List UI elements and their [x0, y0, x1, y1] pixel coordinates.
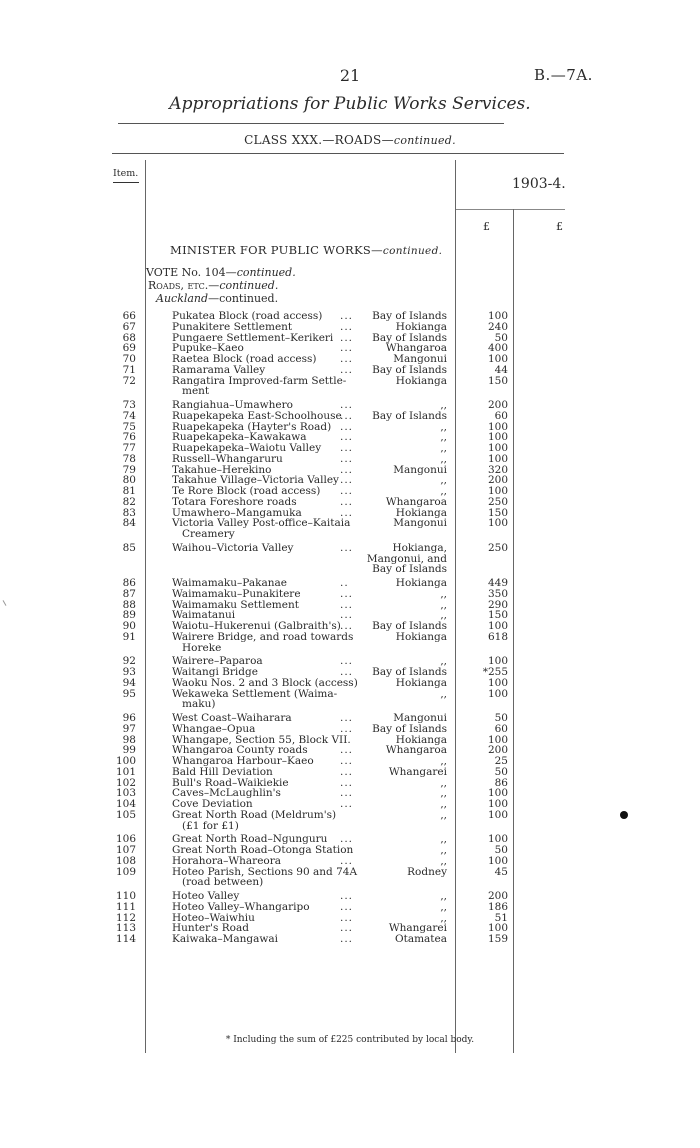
road-description: Waitangi Bridge [172, 666, 258, 678]
leader-dots: ... [340, 666, 354, 678]
item-number: 103 [115, 787, 136, 800]
electoral-district: ,, [440, 485, 447, 497]
road-description: Whangape, Section 55, Block VII. [172, 733, 351, 746]
electoral-district: Hokianga [395, 676, 447, 689]
item-number: 73 [122, 399, 136, 411]
item-number: 77 [122, 442, 136, 454]
minister-heading: MINISTER FOR PUBLIC WORKS—continued. [170, 243, 443, 257]
year-rule [455, 209, 565, 210]
table-row [0, 865, 700, 889]
electoral-district: Otamatea [395, 933, 447, 945]
item-number: 112 [115, 911, 136, 924]
electoral-district: ,, [440, 844, 447, 856]
amount: 186 [487, 900, 508, 913]
road-description: Whangae–Opua [172, 722, 256, 735]
road-description: Hoteo Valley [172, 890, 240, 902]
electoral-district: Hokianga [395, 506, 447, 519]
amount: 100 [487, 620, 508, 632]
leader-dots: ... [340, 776, 354, 789]
road-description: Hoteo–Waiwhiu [172, 911, 255, 924]
table-row [0, 374, 700, 398]
leader-dots: ... [340, 485, 354, 497]
amount: 50 [494, 844, 508, 856]
item-number: 95 [122, 687, 136, 700]
item-number: 71 [122, 363, 136, 376]
leader-dots: ... [340, 854, 354, 867]
electoral-district: Whangarei [388, 922, 447, 935]
amount: 150 [487, 609, 508, 622]
item-number: 109 [115, 865, 136, 878]
item-number: 113 [115, 922, 136, 935]
item-number: 79 [122, 463, 136, 476]
road-description: Takahue Village–Victoria Valley [172, 474, 339, 487]
road-description: Waoku Nos. 2 and 3 Block (access) [172, 676, 358, 689]
road-description: West Coast–Waiharara [172, 712, 292, 724]
road-description: Rangiahua–Umawhero [172, 399, 293, 411]
amount: 350 [487, 587, 508, 600]
electoral-district: Hokianga, [392, 541, 447, 554]
road-description: Umawhero–Mangamuka [172, 506, 302, 519]
item-number: 82 [122, 495, 136, 508]
road-description: Pupuke–Kaeo [172, 342, 244, 355]
leader-dots: ... [340, 310, 354, 322]
electoral-district: ,, [440, 911, 447, 924]
item-number: 84 [122, 517, 136, 530]
item-number: 105 [115, 808, 136, 821]
electoral-district: ,, [440, 833, 447, 846]
item-number: 66 [122, 310, 136, 322]
leader-dots: ... [340, 409, 354, 422]
item-number: 70 [122, 353, 136, 365]
item-number: 69 [122, 342, 136, 355]
road-description: Victoria Valley Post-office–Kaitaia [172, 517, 351, 530]
amount: 200 [487, 474, 508, 487]
road-description: Ramarama Valley [172, 363, 266, 376]
table-row [0, 808, 700, 832]
electoral-district: Bay of Islands [372, 722, 447, 735]
electoral-district: Bay of Islands [372, 620, 447, 632]
amount: 60 [494, 722, 508, 735]
electoral-district: ,, [440, 431, 447, 444]
margin-dot [620, 811, 628, 819]
table-row [0, 687, 700, 711]
item-number: 98 [122, 733, 136, 746]
road-description: Whangaroa Harbour–Kaeo [172, 755, 314, 767]
road-description: Russell–Whangaruru [172, 452, 283, 465]
electoral-district: ,, [440, 452, 447, 465]
electoral-district: ,, [440, 420, 447, 433]
road-description: Pungaere Settlement–Kerikeri [172, 331, 334, 344]
road-description: Waimatanui [172, 609, 236, 622]
amount: 100 [487, 854, 508, 867]
leader-dots: ... [340, 598, 354, 611]
item-number: 90 [122, 620, 136, 632]
road-description: Kaiwaka–Mangawai [172, 933, 278, 945]
table-row [0, 678, 700, 689]
amount: 25 [494, 755, 508, 767]
amount: 100 [487, 733, 508, 746]
road-description: Wairere–Paparoa [172, 655, 263, 668]
electoral-district: ,, [440, 399, 447, 411]
road-description-continued: Horeke [182, 641, 222, 654]
amount: 100 [487, 676, 508, 689]
electoral-district: ,, [440, 808, 447, 821]
table-row [0, 365, 700, 376]
electoral-district: ,, [440, 900, 447, 913]
electoral-district: ,, [440, 798, 447, 810]
road-description: Cove Deviation [172, 798, 253, 810]
item-number: 107 [115, 844, 136, 856]
amount: 618 [487, 630, 508, 643]
item-number: 92 [122, 655, 136, 668]
class-heading [0, 133, 700, 147]
road-description: Totara Foreshore roads [172, 495, 297, 508]
item-number: 96 [122, 712, 136, 724]
table-row [0, 541, 700, 576]
amount: 100 [487, 922, 508, 935]
table-row [0, 799, 700, 810]
leader-dots: ... [340, 765, 354, 778]
leader-dots: ... [340, 890, 354, 902]
road-description-continued: Creamery [182, 528, 235, 540]
amount: 200 [487, 744, 508, 757]
item-number: 81 [122, 485, 136, 497]
item-column-label: Item. [113, 168, 139, 179]
amount: 100 [487, 687, 508, 700]
amount: 200 [487, 399, 508, 411]
amount: 449 [487, 577, 508, 589]
item-number: 106 [115, 833, 136, 846]
item-number: 75 [122, 420, 136, 433]
amount: 100 [487, 452, 508, 465]
leader-dots: ... [340, 541, 354, 554]
amount: 100 [487, 787, 508, 800]
electoral-district: Bay of Islands [372, 363, 447, 376]
item-number: 114 [115, 933, 136, 945]
item-number: 88 [122, 598, 136, 611]
amount: 159 [487, 933, 508, 945]
item-number: 93 [122, 666, 136, 678]
title-rule [118, 123, 504, 124]
electoral-district: Bay of Islands [372, 409, 447, 422]
leader-dots: ... [340, 798, 354, 810]
road-description: Waimamaku–Punakitere [172, 587, 301, 600]
vote-heading: VOTE No. 104—continued. Roads, etc.—continued. Auckland—continued. [146, 266, 296, 305]
item-number: 99 [122, 744, 136, 757]
leader-dots: ... [340, 320, 354, 333]
amount: 60 [494, 409, 508, 422]
road-description: Bald Hill Deviation [172, 765, 273, 778]
leader-dots: ... [340, 755, 354, 767]
amount: 100 [487, 420, 508, 433]
amount: 100 [487, 798, 508, 810]
leader-dots: ... [340, 587, 354, 600]
leader-dots: ... [340, 922, 354, 935]
item-number: 102 [115, 776, 136, 789]
leader-dots: ... [340, 420, 354, 433]
amount: 45 [494, 865, 508, 878]
road-description: Hunter's Road [172, 922, 249, 935]
amount: 50 [494, 765, 508, 778]
road-description-continued: maku) [182, 698, 216, 711]
road-description: Waimamaku Settlement [172, 598, 299, 611]
table-row [0, 934, 700, 945]
amount: 100 [487, 310, 508, 322]
table-row [0, 630, 700, 654]
electoral-district: Mangonui [393, 517, 447, 530]
pound-unit-col1: £ [483, 220, 490, 233]
electoral-district: ,, [440, 442, 447, 454]
road-description: Horahora–Whareora [172, 854, 282, 867]
road-description: Bull's Road–Waikiekie [172, 776, 289, 789]
leader-dots: ... [340, 787, 354, 800]
leader-dots: ... [340, 495, 354, 508]
item-number: 104 [115, 798, 136, 810]
electoral-district: ,, [440, 854, 447, 867]
leader-dots: ... [340, 620, 354, 632]
leader-dots: ... [340, 712, 354, 724]
item-number: 67 [122, 320, 136, 333]
item-number: 80 [122, 474, 136, 487]
leader-dots: ... [340, 331, 354, 344]
amount: 100 [487, 517, 508, 530]
road-description: Takahue–Herekino [172, 463, 272, 476]
road-description: Great North Road–Otonga Station [172, 844, 354, 856]
leader-dots: ... [340, 833, 354, 846]
leader-dots: ... [340, 463, 354, 476]
road-description-continued: (£1 for £1) [182, 819, 239, 832]
electoral-district: ,, [440, 609, 447, 622]
footnote: * Including the sum of £225 contributed by local body. [225, 1035, 475, 1045]
electoral-district: Hokianga [395, 630, 447, 643]
leader-dots: ... [340, 655, 354, 668]
amount: 51 [494, 911, 508, 924]
road-description: Hoteo Valley–Whangaripo [172, 900, 310, 913]
leader-dots: ... [340, 431, 354, 444]
electoral-district: Rodney [407, 865, 447, 878]
item-number: 91 [122, 630, 136, 643]
amount: 150 [487, 506, 508, 519]
road-description: Great North Road (Meldrum's) [172, 808, 337, 821]
item-label-underline [113, 182, 139, 183]
leader-dots: .. [340, 577, 349, 589]
leader-dots: ... [340, 452, 354, 465]
item-number: 87 [122, 587, 136, 600]
road-description: Great North Road–Ngunguru [172, 833, 328, 846]
amount: 250 [487, 495, 508, 508]
amount: 100 [487, 353, 508, 365]
electoral-district: Bay of Islands [372, 666, 447, 678]
road-description: Raetea Block (road access) [172, 353, 317, 365]
pound-unit-col2: £ [556, 220, 563, 233]
electoral-district: Whangaroa [385, 342, 447, 355]
electoral-district: ,, [440, 755, 447, 767]
amount: 240 [487, 320, 508, 333]
electoral-district: Whangaroa [385, 744, 447, 757]
item-number: 76 [122, 431, 136, 444]
electoral-district: Whangaroa [385, 495, 447, 508]
electoral-district: Hokianga [395, 374, 447, 387]
leader-dots: ... [340, 933, 354, 945]
leader-dots: ... [340, 911, 354, 924]
amount: 50 [494, 712, 508, 724]
electoral-district: ,, [440, 587, 447, 600]
item-number: 89 [122, 609, 136, 622]
road-description: Hoteo Parish, Sections 90 and 74A [172, 865, 358, 878]
item-number: 78 [122, 452, 136, 465]
amount: 44 [494, 363, 508, 376]
road-description: Ruapekapeka (Hayter's Road) [172, 420, 332, 433]
class-rule [112, 153, 564, 154]
page-title: Appropriations for Public Works Services. [169, 94, 531, 114]
amount: 100 [487, 485, 508, 497]
class-heading-continued: continued. [393, 134, 456, 147]
road-description: Waimamaku–Pakanae [172, 577, 288, 589]
item-number: 74 [122, 409, 136, 422]
electoral-district: Hokianga [395, 320, 447, 333]
road-description: Whangaroa County roads [172, 744, 308, 757]
road-description: Caves–McLaughlin's [172, 787, 281, 800]
leader-dots: ... [340, 609, 354, 622]
electoral-district: Mangonui [393, 712, 447, 724]
amount: 100 [487, 833, 508, 846]
electoral-district: ,, [440, 598, 447, 611]
road-description: Rangatira Improved-farm Settle- [172, 374, 347, 387]
road-description: Punakitere Settlement [172, 320, 293, 333]
electoral-district: ,, [440, 776, 447, 789]
amount: 100 [487, 808, 508, 821]
road-description: Ruapekapeka–Kawakawa [172, 431, 307, 444]
item-number: 101 [115, 765, 136, 778]
electoral-district: Mangonui [393, 353, 447, 365]
electoral-district-line3: Bay of Islands [372, 563, 447, 576]
road-description: Ruapekapeka East-Schoolhouse [172, 409, 342, 422]
road-description: Pukatea Block (road access) [172, 310, 323, 322]
table-row [0, 508, 700, 519]
electoral-district: Whangarei [388, 765, 447, 778]
amount: 290 [487, 598, 508, 611]
amount: 50 [494, 331, 508, 344]
road-description: Waiotu–Hukerenui (Galbraith's) [172, 620, 341, 632]
leader-dots: ... [340, 744, 354, 757]
electoral-district-line2: Mangonui, and [366, 552, 447, 565]
electoral-district: Mangonui [393, 463, 447, 476]
year-heading: 1903-4. [512, 176, 566, 192]
electoral-district: ,, [440, 787, 447, 800]
item-number: 94 [122, 676, 136, 689]
leader-dots: ... [340, 363, 354, 376]
item-number: 110 [115, 890, 136, 902]
class-heading-main: CLASS XXX.—ROADS— [244, 133, 394, 147]
leader-dots: ... [340, 353, 354, 365]
amount: 86 [494, 776, 508, 789]
leader-dots: ... [340, 442, 354, 454]
road-description: Waihou–Victoria Valley [172, 541, 294, 554]
leader-dots: ... [340, 900, 354, 913]
road-description: Ruapekapeka–Waiotu Valley [172, 442, 322, 454]
amount: 100 [487, 431, 508, 444]
amount: 150 [487, 374, 508, 387]
amount: 320 [487, 463, 508, 476]
amount: 200 [487, 890, 508, 902]
item-number: 111 [115, 900, 136, 913]
road-description-continued: ment [182, 385, 210, 398]
electoral-district: ,, [440, 687, 447, 700]
item-number: 68 [122, 331, 136, 344]
amount: 400 [487, 342, 508, 355]
electoral-district: Hokianga [395, 733, 447, 746]
leader-dots: ... [340, 474, 354, 487]
item-number: 97 [122, 722, 136, 735]
road-description: Wekaweka Settlement (Waima- [172, 687, 338, 700]
electoral-district: ,, [440, 474, 447, 487]
electoral-district: ,, [440, 890, 447, 902]
electoral-district: Hokianga [395, 577, 447, 589]
page-number: 21 [339, 66, 361, 85]
road-description: Wairere Bridge, and road towards [172, 630, 354, 643]
item-number: 83 [122, 506, 136, 519]
amount: 100 [487, 655, 508, 668]
electoral-district: Bay of Islands [372, 331, 447, 344]
electoral-district: Bay of Islands [372, 310, 447, 322]
leader-dots: ... [340, 506, 354, 519]
item-number: 86 [122, 577, 136, 589]
table-row [0, 517, 700, 540]
document-code: B.—7A. [534, 66, 593, 84]
road-description-continued: (road between) [182, 876, 264, 889]
item-number: 100 [115, 755, 136, 767]
leader-dots: ... [340, 722, 354, 735]
item-number: 72 [122, 374, 136, 387]
amount: *255 [482, 666, 508, 678]
electoral-district: ,, [440, 655, 447, 668]
item-number: 85 [122, 541, 136, 554]
amount: 250 [487, 541, 508, 554]
road-description: Te Rore Block (road access) [172, 485, 321, 497]
item-number: 108 [115, 854, 136, 867]
leader-dots: ... [340, 399, 354, 411]
amount: 100 [487, 442, 508, 454]
leader-dots: ... [340, 342, 354, 355]
